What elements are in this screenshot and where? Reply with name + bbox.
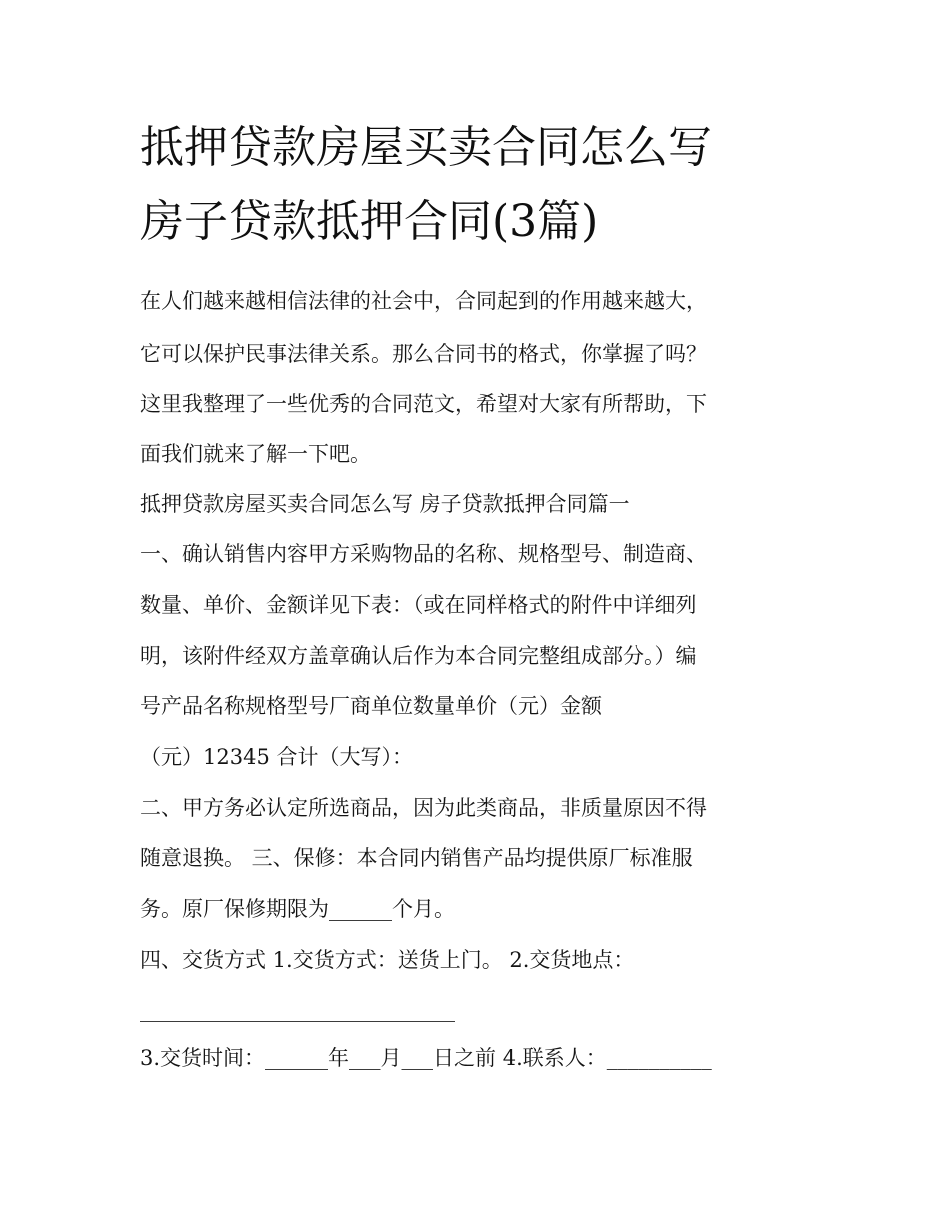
clause-2-line-1: 二、甲方务必认定所选商品，因为此类商品，非质量原因不得 <box>140 796 707 820</box>
clause-2-line-2: 随意退换。 三、保修：本合同内销售产品均提供原厂标准服 <box>140 846 693 870</box>
intro-line-1: 在人们越来越相信法律的社会中，合同起到的作用越来越大， <box>140 289 707 313</box>
clause-4-line-1: 四、交货方式 1.交货方式：送货上门。 2.交货地点： <box>140 948 635 972</box>
intro-line-4: 面我们就来了解一下吧。 <box>140 442 371 466</box>
clause-1-line-4: 号产品名称规格型号厂商单位数量单价（元）金额 <box>140 694 602 718</box>
clause-1-line-1: 一、确认销售内容甲方采购物品的名称、规格型号、制造商、 <box>140 542 707 566</box>
document-title-line-2: 房子贷款抵押合同(3篇) <box>140 196 599 247</box>
delivery-address-blank: ______________________________ <box>140 998 455 1022</box>
intro-line-2: 它可以保护民事法律关系。那么合同书的格式，你掌握了吗？ <box>140 342 707 366</box>
delivery-time-line: 3.交货时间：______年___月___日之前 4.联系人：__________ <box>140 1046 712 1070</box>
intro-line-3: 这里我整理了一些优秀的合同范文，希望对大家有所帮助，下 <box>140 392 707 416</box>
clause-3-line-1: 务。原厂保修期限为______个月。 <box>140 897 455 921</box>
clause-1-line-2: 数量、单价、金额详见下表：（或在同样格式的附件中详细列 <box>140 593 697 617</box>
clause-1-line-5: （元）12345 合计（大写）： <box>140 745 413 769</box>
clause-1-line-3: 明，该附件经双方盖章确认后作为本合同完整组成部分。）编 <box>140 644 697 668</box>
document-title-line-1: 抵押贷款房屋买卖合同怎么写 <box>140 122 712 173</box>
section-heading: 抵押贷款房屋买卖合同怎么写 房子贷款抵押合同篇一 <box>140 492 630 516</box>
